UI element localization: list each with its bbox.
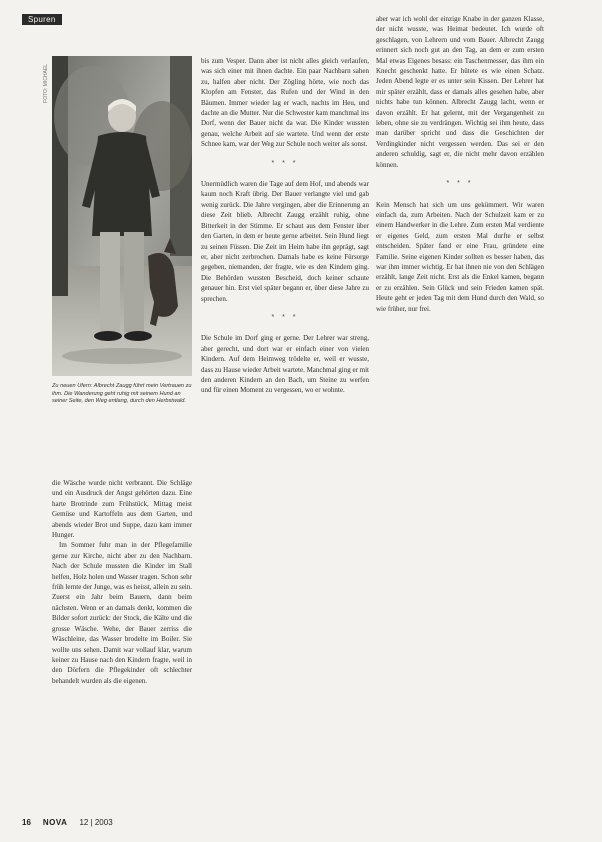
article-photo <box>52 56 192 376</box>
paragraph: bis zum Vesper. Dann aber ist nicht alles gleich verlaufen, was sich einer mit ihnen dachte. Ein paar Nachbarn sahen zu, halfen aber nicht. Der Zögling hörte, wie noch das Klopfen am Fenster, das Rufen und der Wind in den Bäumen. Immer wieder lag er wach, nachts im Heu, und dachte an die Mutter. Nur die Schwester kam manchmal ins Dorf, wenn der Bauer nicht da war. Die Kinder wussten genau, welche Arbeit auf sie wartete. Und wenn der erste Schnee kam, war der Weg zur Schule noch weiter als sonst. <box>201 57 369 149</box>
paragraph: Die Schule im Dorf ging er gerne. Der Lehrer war streng, aber gerecht, und dort war er einfach einer von vielen Kindern. Auf dem Heimweg trödelte er, weil er wusste, dass zu Hause wieder Arbeit wartete. Manchmal ging er mit den anderen Kindern an den Bach, um Steine zu werfen und für einen Moment zu vergessen, wo er wohnte. <box>201 334 369 395</box>
section-break: * * * <box>271 159 299 167</box>
paragraph: Im Sommer fuhr man in der Pflegefamilie gerne zur Kirche, nicht aber zu den Nachbarn. Nach der Schule mussten die Kinder im Stall helfen, Holz holen und Wasser tragen. Schon sehr früh lernte der Junge, was es heisst, allein zu sein. Zuerst ein Jahr beim Bauern, dann beim nächsten. Wenn er an damals denkt, kommen die Bilder sofort zurück: der Stock, die Kälte und die grosse Wäsche. Wehe, der Bauer zerriss die Wäschleine, das Wasser brodelte im Boiler. Sie wollte uns sehen. Damit war vollauf klar, warum keiner zu Hause nach den Kindern fragte, weil in den Dörfern die Pflegekinder oft schlechter behandelt wurden als die eigenen. <box>52 541 192 685</box>
article-column-2 <box>201 56 369 826</box>
page-number: 16 <box>22 818 31 827</box>
magazine-name: NOVA <box>42 818 68 827</box>
paragraph: die Wäsche wurde nicht verbrannt. Die Schläge und ein Ausdruck der Angst gehörten dazu. Eine harte Brotrinde zum Frühstück, Mittag meist Gemüse und Kartoffeln aus dem Garten, und abends wieder Brot und Suppe, dazu kam immer Hunger. <box>52 479 192 540</box>
section-tag: Spuren <box>22 14 62 25</box>
section-break: * * * <box>271 313 299 321</box>
photo-credit: FOTO: MICHAEL <box>43 64 49 103</box>
photo-illustration <box>52 56 192 376</box>
paragraph: aber war ich wohl der einzige Knabe in der ganzen Klasse, der nicht wusste, was Heimat bedeutet. Ich wurde oft geschlagen, von Lehrern und vom Bauer. Albrecht Zaugg erinnert sich noch gut an den Tag, an dem er zum ersten Mal etwas Eigenes besass: ein Taschenmesser, das ihm ein Knecht geschenkt hatte. Er hütete es wie einen Schatz. Jeden Abend legte er es unter sein Kissen. Der Lehrer hat mir später erzählt, dass er damals alles gesehen habe, aber nichts habe tun können. Albrecht Zaugg lacht, wenn er davon erzählt. Er hat gelernt, mit der Vergangenheit zu leben, ohne sie zu verdrängen. Wichtig sei ihm heute, dass man darüber spricht und dass die Geschichten der Verdingkinder nicht vergessen werden. Das sei er den anderen schuldig, sagt er, die nicht mehr davon erzählen können. <box>376 15 544 169</box>
paragraph: Unermüdlich waren die Tage auf dem Hof, und abends war kaum noch Kraft übrig. Der Bauer verlangte viel und gab wenig zurück. Die Jahre vergingen, aber die Erinnerung an diese Zeit blieb. Albrecht Zaugg erzählt ruhig, ohne Bitterkeit in der Stimme. Er schaut aus dem Fenster über den Garten, in dem er heute gerne arbeitet. Sein Hund liegt zu seinen Füssen. Die Zeit im Heim habe ihn geprägt, sagt er, aber nicht zerbrochen. Damals habe es keine Fürsorge gegeben, niemanden, der fragte, wie es den Kindern ging. Die Behörden wussten Bescheid, doch keiner schaute genauer hin. Erst viel später begann er, über diese Jahre zu sprechen. <box>201 180 369 303</box>
photo-caption: Zu neuen Ufern: Albrecht Zaugg führt mein Vertrauen zu ihm. Die Wanderung geht ruhig mit seinem Hund an seiner Seite, den Weg entlang, durch den Herbstwald. <box>52 383 192 405</box>
paragraph: Kein Mensch hat sich um uns gekümmert. Wir waren einfach da, zum Arbeiten. Nach der Schulzeit kam er zu einem Handwerker in die Lehre. Zum ersten Mal verdiente er eigenes Geld, zum ersten Mal durfte er selbst entscheiden. Später fand er eine Frau, gründete eine Familie. Seine eigenen Kinder sollten es besser haben, das war ihm immer wichtig. Er hat ihnen nie von den Schlägen erzählt, lange Zeit nicht. Erst als die Enkel kamen, begann er zu erzählen. Sein Glück und sein Frieden kamen spät. Heute geht er jeden Tag mit dem Hund durch den Wald, so wie früher, nur frei. <box>376 200 544 313</box>
section-break: * * * <box>446 180 474 188</box>
page-footer <box>22 818 113 827</box>
article-column-1 <box>52 478 192 818</box>
article-column-3 <box>376 14 544 826</box>
issue-date: 12 | 2003 <box>79 818 113 827</box>
